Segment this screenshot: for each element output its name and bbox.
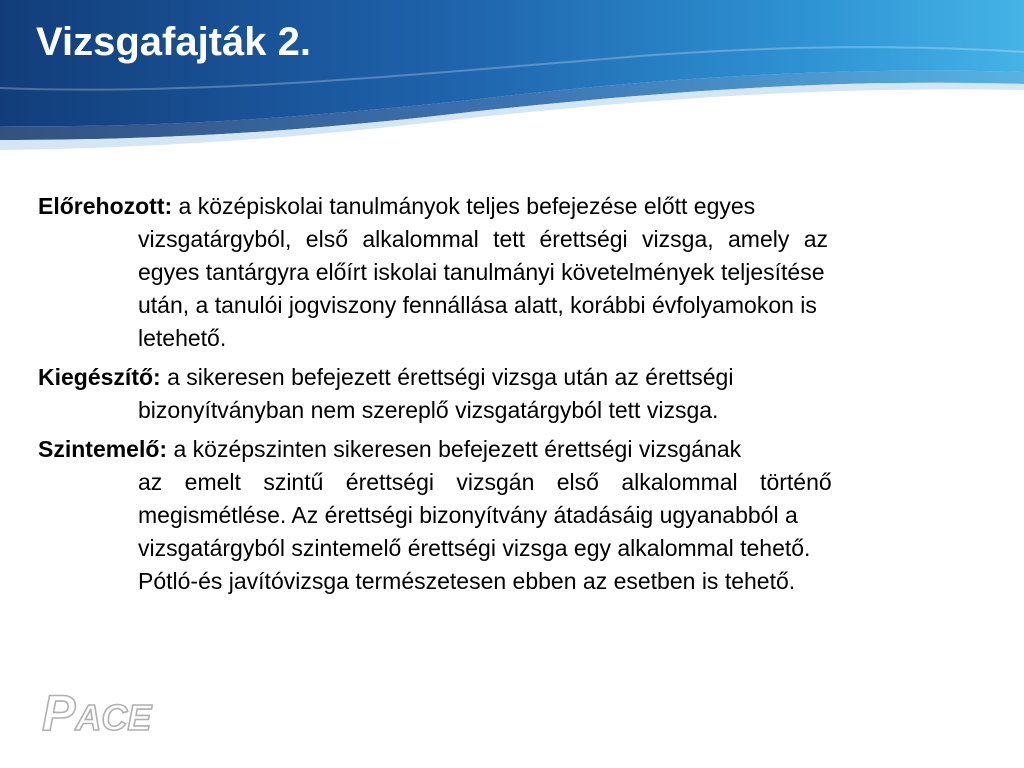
pace-logo (40, 680, 190, 740)
slide-title: Vizsgafajták 2. (36, 20, 311, 64)
definition-text: bizonyítványban nem szereplő vizsgatárgyból tett vizsga. (138, 397, 719, 423)
definition-text: a sikeresen befejezett érettségi vizsga után az érettségi (167, 364, 734, 390)
definition-szintemelo (38, 433, 990, 598)
definition-text: megismétlése. Az érettségi bizonyítvány átadásáig ugyanabból a (138, 502, 798, 528)
term-label: Előrehozott: (38, 193, 173, 219)
definition-kiegeszito (38, 361, 990, 427)
definition-text: egyes tantárgyra előírt iskolai tanulmányi követelmények teljesítése (138, 259, 825, 285)
definitions-list (38, 190, 990, 604)
definition-text: után, a tanulói jogviszony fennállása alatt, korábbi évfolyamokon is (138, 292, 817, 318)
definition-text: vizsgatárgyból, első alkalommal tett érettségi vizsga, amely az (138, 226, 829, 252)
definition-elorehozott (38, 190, 990, 355)
term-label: Szintemelő: (38, 436, 168, 462)
definition-text: a középszinten sikeresen befejezett érettségi vizsgának (173, 436, 742, 462)
term-label: Kiegészítő: (38, 364, 161, 390)
definition-text: az emelt szintű érettségi vizsgán első alkalommal történő (138, 469, 832, 495)
definition-text: Pótló-és javítóvizsga természetesen ebben az esetben is tehető. (138, 568, 796, 594)
definition-text: letehető. (138, 325, 227, 351)
definition-text: vizsgatárgyból szintemelő érettségi vizsga egy alkalommal tehető. (138, 535, 811, 561)
definition-text: a középiskolai tanulmányok teljes befejezése előtt egyes (178, 193, 756, 219)
svg-text:PACE: PACE (42, 685, 152, 740)
